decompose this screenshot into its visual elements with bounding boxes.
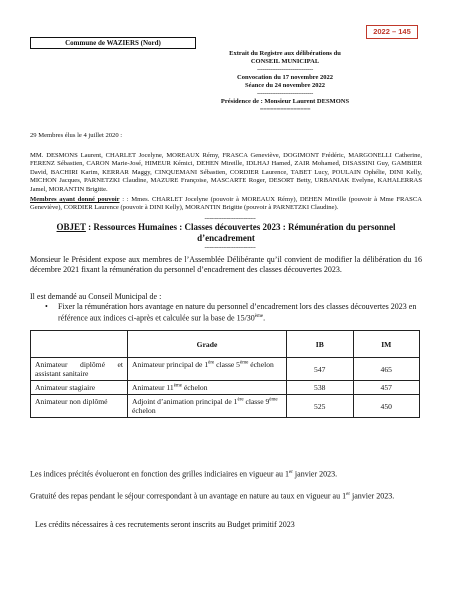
header-dashes-1: ------------------------------ bbox=[257, 66, 313, 73]
expose-paragraph: Monsieur le Président expose aux membres de l’Assemblée Délibérante qu’il convient de modifier la délibération du 16 décembre 2021 fixant la rémunération du personnel d’encadrement des classes découvertes 2023. bbox=[30, 255, 422, 274]
header-dashes-2: ------------------------------ bbox=[257, 90, 313, 97]
table-cell-im: 457 bbox=[353, 381, 420, 395]
absent-text: : : Mmes. CHARLET Jocelyne (pouvoir à MOREAUX Rémy), DEHEN Mireille (pouvoir à Mme FRASCA Geneviève), CORDIER Laurence (pouvoir à DINI Kelly), MORANTIN Brigitte (pouvoir à PARNETZKI Claudine). bbox=[30, 196, 422, 212]
header-dashes-3: =============== bbox=[259, 106, 311, 113]
header-line-2: CONSEIL MUNICIPAL bbox=[250, 58, 320, 65]
convocation-date: Convocation du 17 novembre 2022 bbox=[237, 74, 333, 81]
bullet-item bbox=[45, 302, 433, 324]
objet-label: OBJET bbox=[56, 222, 86, 232]
table-cell-im: 450 bbox=[353, 395, 420, 418]
table-header-blank bbox=[31, 331, 128, 358]
reference-badge: 2022 – 145 bbox=[366, 25, 418, 39]
bullet-text: Fixer la rémunération hors avantage en nature du personnel d’encadrement lors des classes découvertes 2023 en référence aux indices ci-après et calculée sur la base de 15/30 bbox=[58, 302, 417, 323]
presidence: Présidence de : Monsieur Laurent DESMONS bbox=[220, 98, 350, 105]
bullet-icon: • bbox=[45, 302, 48, 311]
header-line-1: Extrait du Registre aux délibérations du bbox=[229, 50, 341, 57]
table-cell-role: Animateur diplômé et assistant sanitaire bbox=[31, 358, 128, 381]
bullet-end: . bbox=[263, 313, 266, 323]
table-cell-ib: 538 bbox=[287, 381, 354, 395]
table-cell-role: Animateur non diplômé bbox=[31, 395, 128, 418]
table-cell-grade: Animateur principal de 1ère classe 5ème échelon bbox=[128, 358, 287, 381]
commune-box: Commune de WAZIERS (Nord) bbox=[30, 37, 196, 49]
table-cell-grade: Animateur 11ème échelon bbox=[128, 381, 287, 395]
table-cell-im: 465 bbox=[353, 358, 420, 381]
table-cell-grade: Adjoint d’animation principal de 1ère classe 9ème échelon bbox=[128, 395, 287, 418]
table-header-im: IM bbox=[353, 331, 420, 358]
indices-paragraph: Les indices précités évolueront en fonction des grilles indiciaires en vigueur au 1er janvier 2023. bbox=[30, 469, 338, 479]
grade-table bbox=[30, 330, 420, 418]
credits-paragraph: Les crédits nécessaires à ces recrutements seront inscrits au Budget primitif 2023 bbox=[35, 520, 295, 529]
table-row bbox=[31, 381, 420, 395]
objet bbox=[30, 222, 422, 244]
members-date: 29 Membres élus le 4 juillet 2020 : bbox=[30, 132, 123, 139]
table-cell-ib: 547 bbox=[287, 358, 354, 381]
document-header bbox=[205, 50, 365, 114]
separator-bottom: ------------------------------ bbox=[204, 245, 256, 251]
members-list: MM. DESMONS Laurent, CHARLET Jocelyne, MOREAUX Rémy, FRASCA Geneviève, DOGIMONT Frédéric, MARGONELLI Catherine, FERENZ Sébastien, CARON Marie-José, HIMEUR Kémici, DEHEN Mireille, IDLHAJ Hamed, ZAIR Mohamed, DISASSINI Guy, GAMBIER David, BACHIRI Karim, KERRAR Maggy, CINQUEMANI Sébastien, CORDIER Laurence, TABET Lucy, POULAIN Ophélie, DINI Kelly, MICHON Jacques, PARNETZKI Claudine, MAZURE Françoise, MASCARTE Roger, DESORT Betty, URBANIAK Evelyne, KAHALERRAS Jamel, MORANTIN Brigitte. bbox=[30, 152, 422, 193]
objet-text: : Ressources Humaines : Classes découvertes 2023 : Rémunération du personnel d’encadrement bbox=[85, 222, 396, 243]
absent-members bbox=[30, 196, 422, 213]
table-row bbox=[31, 395, 420, 418]
seance-date: Séance du 24 novembre 2022 bbox=[244, 82, 326, 89]
table-row bbox=[31, 358, 420, 381]
absent-title: Membres ayant donné pouvoir bbox=[30, 196, 120, 203]
bullet-sup: ème bbox=[254, 314, 264, 319]
separator-top: ------------------------------ bbox=[204, 216, 256, 222]
table-cell-ib: 525 bbox=[287, 395, 354, 418]
table-cell-role: Animateur stagiaire bbox=[31, 381, 128, 395]
decide-paragraph: Il est demandé au Conseil Municipal de : bbox=[30, 292, 162, 301]
table-header-grade: Grade bbox=[128, 331, 287, 358]
gratuite-paragraph: Gratuité des repas pendant le séjour correspondant à un avantage en nature au taux en vigueur au 1er janvier 2023. bbox=[30, 491, 395, 501]
table-header-ib: IB bbox=[287, 331, 354, 358]
table-header-row bbox=[31, 331, 420, 358]
